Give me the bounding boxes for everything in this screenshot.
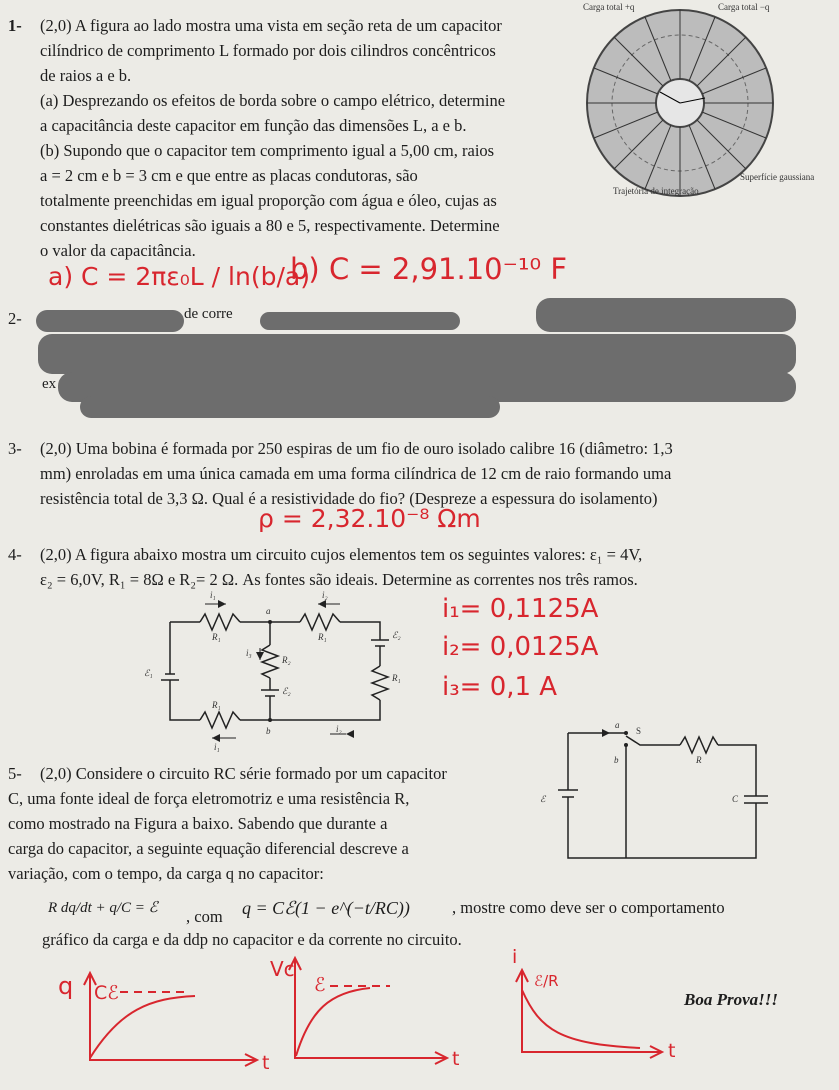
q2-visible-fragment: de corre xyxy=(184,306,233,322)
q5-label-emf: ℰ xyxy=(540,794,546,804)
q4-label-i3: i₃ xyxy=(246,648,252,658)
q1-line-10: o valor da capacitância. xyxy=(40,241,196,260)
q1-line-1: (2,0) A figura ao lado mostra uma vista em seção reta de um capacitor xyxy=(40,16,502,35)
q4-answer-i2: i₂= 0,0125A xyxy=(442,632,599,662)
q5-equation-differential: R dq/dt + q/C = ℰ xyxy=(48,900,158,916)
q5-tail: , mostre como deve ser o comportamento xyxy=(452,898,725,917)
q4-label-node-b: b xyxy=(266,726,271,736)
fig1-label-positive-charge: Carga total +q xyxy=(583,2,635,12)
q4-label-i1-top: i₁ xyxy=(210,590,216,600)
q1-line-5: a capacitância deste capacitor em função das dimensões L, a e b. xyxy=(40,116,467,135)
q1-line-4: (a) Desprezando os efeitos de borda sobre o campo elétrico, determine xyxy=(40,91,506,110)
q4-answer-i3: i₃= 0,1 A xyxy=(442,672,558,702)
sketch2-level-label: ℰ xyxy=(314,974,326,996)
q3-line-2: mm) enroladas em uma única camada em uma forma cilíndrica de 12 cm de raio formando uma xyxy=(40,464,672,483)
q1-line-7: a = 2 cm e b = 3 cm e que entre as placas condutoras, são xyxy=(40,166,418,185)
sketch3-x-label: t xyxy=(668,1040,676,1062)
q4-label-i2-top: i₂ xyxy=(322,590,328,600)
q1-line-9: constantes dielétricas são iguais a 80 e 5, respectivamente. Determine xyxy=(40,216,500,235)
sketch3-level-label: ℰ/R xyxy=(534,972,559,990)
q1-line-3: de raios a e b. xyxy=(40,66,132,85)
q5-label-r: R xyxy=(696,755,702,765)
q5-com: , com xyxy=(186,907,223,926)
q4-label-e2-middle: ℰ₂ xyxy=(282,686,291,696)
sketch1-x-label: t xyxy=(262,1052,270,1074)
sketch3-y-label: i xyxy=(512,946,518,968)
q5-label-switch: S xyxy=(636,726,642,736)
fig1-label-gaussian-surface: Superfície gaussiana xyxy=(740,172,815,182)
q4-label-i2-bottom: i₂ xyxy=(336,724,342,734)
q1-number: 1- xyxy=(8,16,22,35)
q2-number: 2- xyxy=(8,309,22,328)
q4-number: 4- xyxy=(8,545,22,564)
q5-number: 5- xyxy=(8,764,22,783)
sketch1-y-label: q xyxy=(58,972,74,1000)
q4-label-r1-top-right: R₁ xyxy=(318,632,327,642)
footer-boa-prova: Boa Prova!!! xyxy=(684,990,778,1009)
q4-label-r1-bottom: R₁ xyxy=(212,700,221,710)
q3-line-3: resistência total de 3,3 Ω. Qual é a resistividade do fio? (Despreze a espessura do isolamento) xyxy=(40,489,658,508)
q1-line-6: (b) Supondo que o capacitor tem comprimento igual a 5,00 cm, raios xyxy=(40,141,495,160)
q4-label-i1-bottom: i₁ xyxy=(214,742,220,752)
sketch1-level-label: Cℰ xyxy=(94,982,119,1004)
q5-line-5: variação, com o tempo, da carga q no capacitor: xyxy=(8,864,324,883)
q5-line-2: C, uma fonte ideal de força eletromotriz e uma resistência R, xyxy=(8,789,410,808)
q5-last-line: gráfico da carga e da ddp no capacitor e da corrente no circuito. xyxy=(42,930,462,949)
q4-answer-i1: i₁= 0,1125A xyxy=(442,594,599,624)
q1-line-8: totalmente preenchidas em igual proporção com água e óleo, cujas as xyxy=(40,191,497,210)
q1-line-2: cilíndrico de comprimento L formado por dois cilindros concêntricos xyxy=(40,41,496,60)
q5-label-b: b xyxy=(614,755,619,765)
q5-label-a: a xyxy=(615,720,620,730)
q5-equation-charge: q = Cℰ(1 − e^(−t/RC)) xyxy=(242,898,410,918)
q5-line-4: carga do capacitor, a seguinte equação diferencial descreve a xyxy=(8,839,409,858)
q1-answer-b: b) C = 2,91.10⁻¹⁰ F xyxy=(290,252,568,286)
q3-line-1: (2,0) Uma bobina é formada por 250 espiras de um fio de ouro isolado calibre 16 (diâmetro: 1,3 xyxy=(40,439,673,458)
q3-answer: ρ = 2,32.10⁻⁸ Ωm xyxy=(258,504,481,533)
q4-label-r1-right: R₁ xyxy=(392,673,401,683)
q5-line-3: como mostrado na Figura a baixo. Sabendo que durante a xyxy=(8,814,388,833)
q2-visible-fragment-2: ex xyxy=(42,376,57,392)
q5-line-1: (2,0) Considere o circuito RC série formado por um capacitor xyxy=(40,764,447,783)
sketch2-x-label: t xyxy=(452,1048,460,1070)
q4-label-e2-right: ℰ₂ xyxy=(392,630,401,640)
q4-label-r1-top-left: R₁ xyxy=(212,632,221,642)
q4-line-1: (2,0) A figura abaixo mostra um circuito cujos elementos tem os seguintes valores: ε₁ = 4V, xyxy=(40,545,643,564)
fig1-label-integration-path: Trajetória de integração xyxy=(613,186,699,196)
q4-label-node-a: a xyxy=(266,606,271,616)
fig1-label-negative-charge: Carga total −q xyxy=(718,2,770,12)
q4-label-r2: R₂ xyxy=(282,655,291,665)
q4-label-e1: ℰ₁ xyxy=(144,668,153,678)
q5-label-c: C xyxy=(732,794,739,804)
q4-line-2: ε₂ = 6,0V, R₁ = 8Ω e R₂= 2 Ω. As fontes são ideais. Determine as correntes nos três ramos. xyxy=(40,570,638,589)
sketch2-y-label: Vc xyxy=(270,957,295,981)
q3-number: 3- xyxy=(8,439,22,458)
q1-answer-a: a) C = 2πε₀L / ln(b/a) xyxy=(48,262,310,291)
